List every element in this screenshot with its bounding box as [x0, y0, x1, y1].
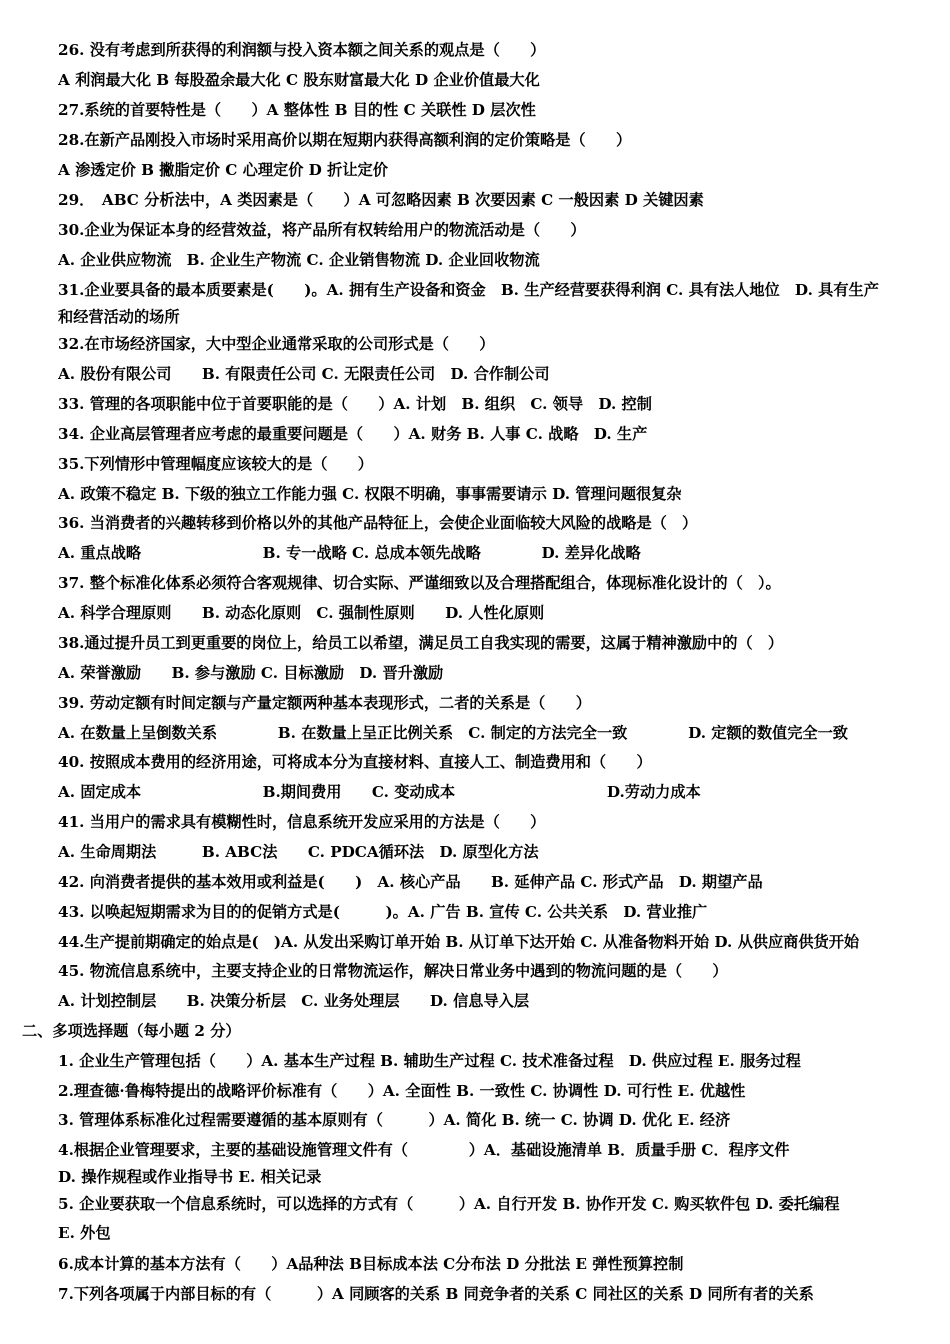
question-43: 43. 以唤起短期需求为目的的促销方式是( )。A. 广告 B. 宣传 C. 公共关系 D. 营业推广: [58, 903, 708, 921]
question-30-options: A. 企业供应物流 B. 企业生产物流 C. 企业销售物流 D. 企业回收物流: [58, 251, 540, 269]
question-37-options: A. 科学合理原则 B. 动态化原则 C. 强制性原则 D. 人性化原则: [58, 604, 545, 622]
question-45-options: A. 计划控制层 B. 决策分析层 C. 业务处理层 D. 信息导入层: [58, 992, 530, 1010]
question-44: 44.生产提前期确定的始点是( )A. 从发出采购订单开始 B. 从订单下达开始 C. 从准备物料开始 D. 从供应商供货开始: [58, 933, 860, 951]
question-39: 39. 劳动定额有时间定额与产量定额两种基本表现形式，二者的关系是（ ）: [58, 694, 591, 712]
mc-question-7: 7.下列各项属于内部目标的有（ ）A 同顾客的关系 B 同竞争者的关系 C 同社区的关系 D 同所有者的关系: [58, 1285, 814, 1303]
question-37: 37. 整个标准化体系必须符合客观规律、切合实际、严谨细致以及合理搭配组合，体现标准化设计的（ ）。: [58, 574, 781, 592]
question-38: 38.通过提升员工到更重要的岗位上，给员工以希望，满足员工自我实现的需要，这属于精神激励中的（ ）: [58, 634, 784, 652]
question-36-options: A. 重点战略 B. 专一战略 C. 总成本领先战略 D. 差异化战略: [58, 544, 641, 562]
question-41: 41. 当用户的需求具有模糊性时，信息系统开发应采用的方法是（ ）: [58, 813, 546, 831]
question-40: 40. 按照成本费用的经济用途，可将成本分为直接材料、直接人工、制造费用和（ ）: [58, 753, 652, 771]
question-35: 35.下列情形中管理幅度应该较大的是（ ）: [58, 455, 373, 473]
question-27: 27.系统的首要特性是（ ）A 整体性 B 目的性 C 关联性 D 层次性: [58, 101, 536, 119]
mc-question-1: 1. 企业生产管理包括（ ）A. 基本生产过程 B. 辅助生产过程 C. 技术准备过程 D. 供应过程 E. 服务过程: [58, 1052, 801, 1070]
question-32-options: A. 股份有限公司 B. 有限责任公司 C. 无限责任公司 D. 合作制公司: [58, 365, 550, 383]
question-34: 34. 企业高层管理者应考虑的最重要问题是（ ）A. 财务 B. 人事 C. 战略 D. 生产: [58, 425, 648, 443]
mc-question-2: 2.理查德·鲁梅特提出的战略评价标准有（ ）A. 全面性 B. 一致性 C. 协调性 D. 可行性 E. 优越性: [58, 1082, 746, 1100]
question-28: 28.在新产品刚投入市场时采用高价以期在短期内获得高额利润的定价策略是（ ）: [58, 131, 632, 149]
question-30: 30.企业为保证本身的经营效益，将产品所有权转给用户的物流活动是（ ）: [58, 221, 586, 239]
question-38-options: A. 荣誉激励 B. 参与激励 C. 目标激励 D. 晋升激励: [58, 664, 444, 682]
question-45: 45. 物流信息系统中，主要支持企业的日常物流运作，解决日常业务中遇到的物流问题的是（ ）: [58, 962, 728, 980]
question-40-options: A. 固定成本 B.期间费用 C. 变动成本 D.劳动力成本: [58, 783, 701, 801]
question-39-options: A. 在数量上呈倒数关系 B. 在数量上呈正比例关系 C. 制定的方法完全一致 D. 定额的数值完全一致: [58, 724, 848, 742]
mc-question-4: 4.根据企业管理要求，主要的基础设施管理文件有（ ）A．基础设施清单 B．质量手册 C．程序文件: [58, 1141, 790, 1159]
question-26: 26. 没有考虑到所获得的利润额与投入资本额之间关系的观点是（ ）: [58, 41, 546, 59]
question-41-options: A. 生命周期法 B. ABC法 C. PDCA循环法 D. 原型化方法: [58, 843, 539, 861]
question-42: 42. 向消费者提供的基本效用或利益是( ) A. 核心产品 B. 延伸产品 C. 形式产品 D. 期望产品: [58, 873, 763, 891]
question-28-options: A 渗透定价 B 撇脂定价 C 心理定价 D 折让定价: [58, 161, 388, 179]
mc-question-5-continued: E. 外包: [58, 1224, 111, 1242]
mc-question-6: 6.成本计算的基本方法有（ ）A品种法 B目标成本法 C分布法 D 分批法 E 弹性预算控制: [58, 1255, 684, 1273]
section-heading-multiple-choice: 二、多项选择题（每小题 2 分）: [22, 1022, 241, 1040]
mc-question-4-continued: D. 操作规程或作业指导书 E. 相关记录: [58, 1168, 322, 1186]
mc-question-3: 3. 管理体系标准化过程需要遵循的基本原则有（ ）A. 简化 B. 统一 C. 协调 D. 优化 E. 经济: [58, 1111, 731, 1129]
question-32: 32.在市场经济国家，大中型企业通常采取的公司形式是（ ）: [58, 335, 495, 353]
question-31: 31.企业要具备的最本质要素是( )。A. 拥有生产设备和资金 B. 生产经营要获得利润 C. 具有法人地位 D. 具有生产: [58, 281, 879, 299]
question-29: 29． ABC 分析法中，A 类因素是（ ）A 可忽略因素 B 次要因素 C 一般因素 D 关键因素: [58, 191, 704, 209]
question-26-options: A 利润最大化 B 每股盈余最大化 C 股东财富最大化 D 企业价值最大化: [58, 71, 540, 89]
mc-question-5: 5. 企业要获取一个信息系统时，可以选择的方式有（ ）A. 自行开发 B. 协作开发 C. 购买软件包 D. 委托编程: [58, 1195, 840, 1213]
question-36: 36. 当消费者的兴趣转移到价格以外的其他产品特征上，会使企业面临较大风险的战略是（ ）: [58, 514, 698, 532]
question-35-options: A. 政策不稳定 B. 下级的独立工作能力强 C. 权限不明确，事事需要请示 D. 管理问题很复杂: [58, 485, 682, 503]
question-33: 33. 管理的各项职能中位于首要职能的是（ ）A. 计划 B. 组织 C. 领导 D. 控制: [58, 395, 652, 413]
question-31-continued: 和经营活动的场所: [58, 308, 180, 326]
